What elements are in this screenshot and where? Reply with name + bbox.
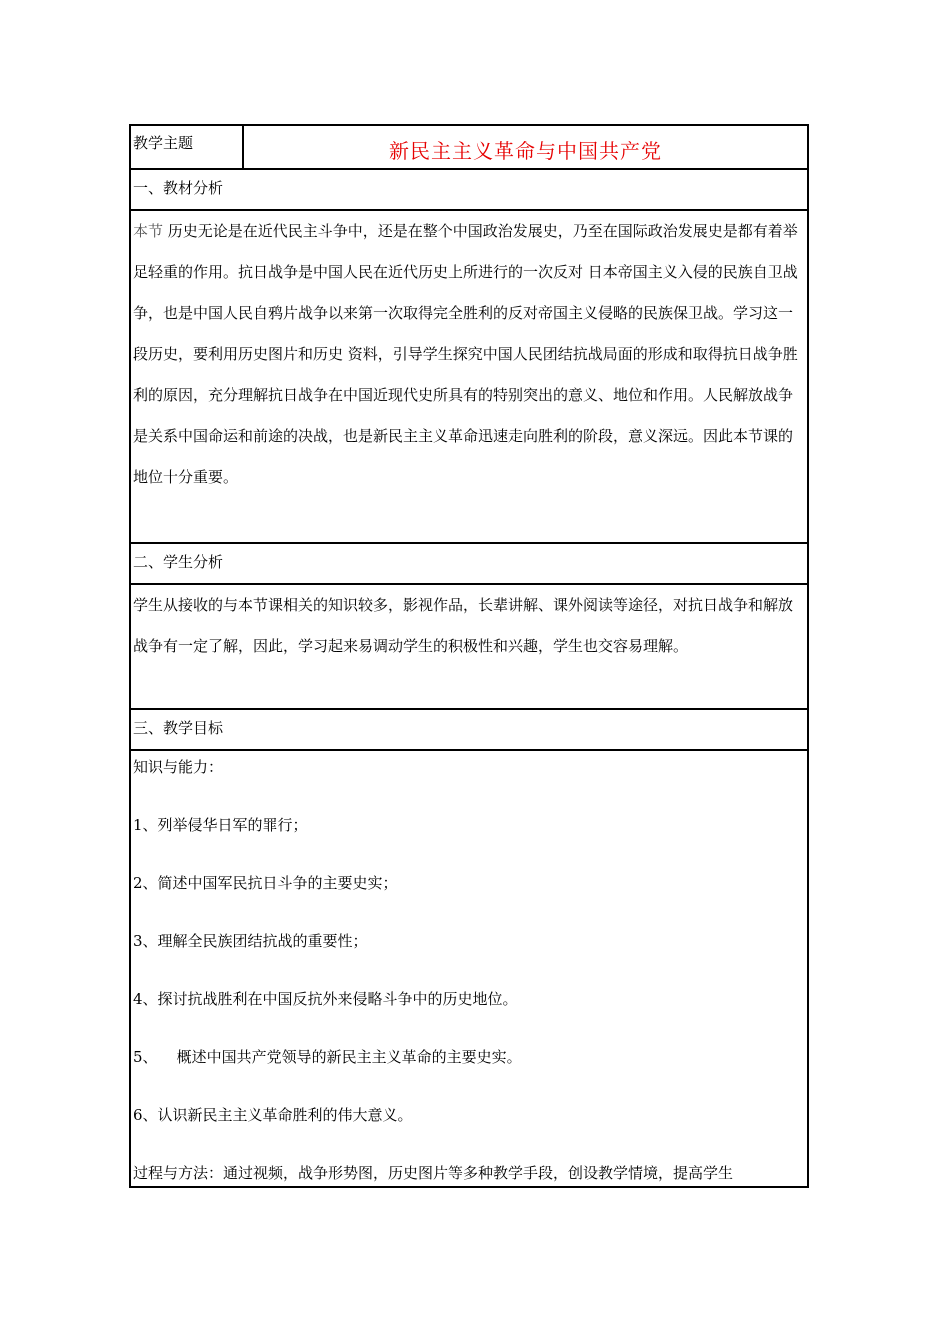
section-heading-students: 二、学生分析: [131, 542, 807, 583]
goal-item: 3、理解全民族团结抗战的重要性；: [133, 932, 368, 950]
section-heading-goals: 三、教学目标: [131, 708, 807, 749]
section-body-lead: 本节: [133, 222, 164, 240]
goal-item: 过程与方法：通过视频，战争形势图，历史图片等多种教学手段，创设教学情境，提高学生: [133, 1164, 734, 1182]
topic-label: 教学主题: [131, 126, 244, 168]
goal-item: 知识与能力：: [133, 758, 224, 776]
section-body-goals: [131, 749, 807, 1186]
goal-item: 5、 概述中国共产党领导的新民主主义革命的主要史实。: [133, 1048, 522, 1066]
goal-item: 4、探讨抗战胜利在中国反抗外来侵略斗争中的历史地位。: [133, 990, 518, 1008]
goal-item: 6、认识新民主主义革命胜利的伟大意义。: [133, 1106, 413, 1124]
lesson-plan-table: [129, 124, 809, 1188]
goal-item: 1、列举侵华日军的罪行；: [133, 816, 308, 834]
topic-title: 新民主主义革命与中国共产党: [389, 139, 662, 163]
goal-item: 2、简述中国军民抗日斗争的主要史实；: [133, 874, 398, 892]
topic-row: [131, 126, 807, 168]
section-body-textbook: [131, 209, 807, 542]
section-heading-textbook: 一、教材分析: [131, 168, 807, 209]
section-body-students: 学生从接收的与本节课相关的知识较多，影视作品，长辈讲解、课外阅读等途径，对抗日战争和解放战争有一定了解，因此，学习起来易调动学生的积极性和兴趣，学生也交容易理解。: [131, 583, 807, 708]
section-body-text: 历史无论是在近代民主斗争中，还是在整个中国政治发展史，乃至在国际政治发展史是都有着举足轻重的作用。抗日战争是中国人民在近代历史上所进行的一次反对 日本帝国主义入侵的民族自卫战争，也是中国人民自鸦片战争以来第一次取得完全胜利的反对帝国主义侵略的民族保卫战。学习这一段历史，要利用历史图片和历史 资料，引导学生探究中国人民团结抗战局面的形成和取得抗日战争胜利的原因，充分理解抗日战争在中国近现代史所具有的特别突出的意义、地位和作用。人民解放战争是关系中国命运和前途的决战，也是新民主主义革命迅速走向胜利的阶段，意义深远。因此本节课的地位十分重要。: [133, 222, 798, 486]
